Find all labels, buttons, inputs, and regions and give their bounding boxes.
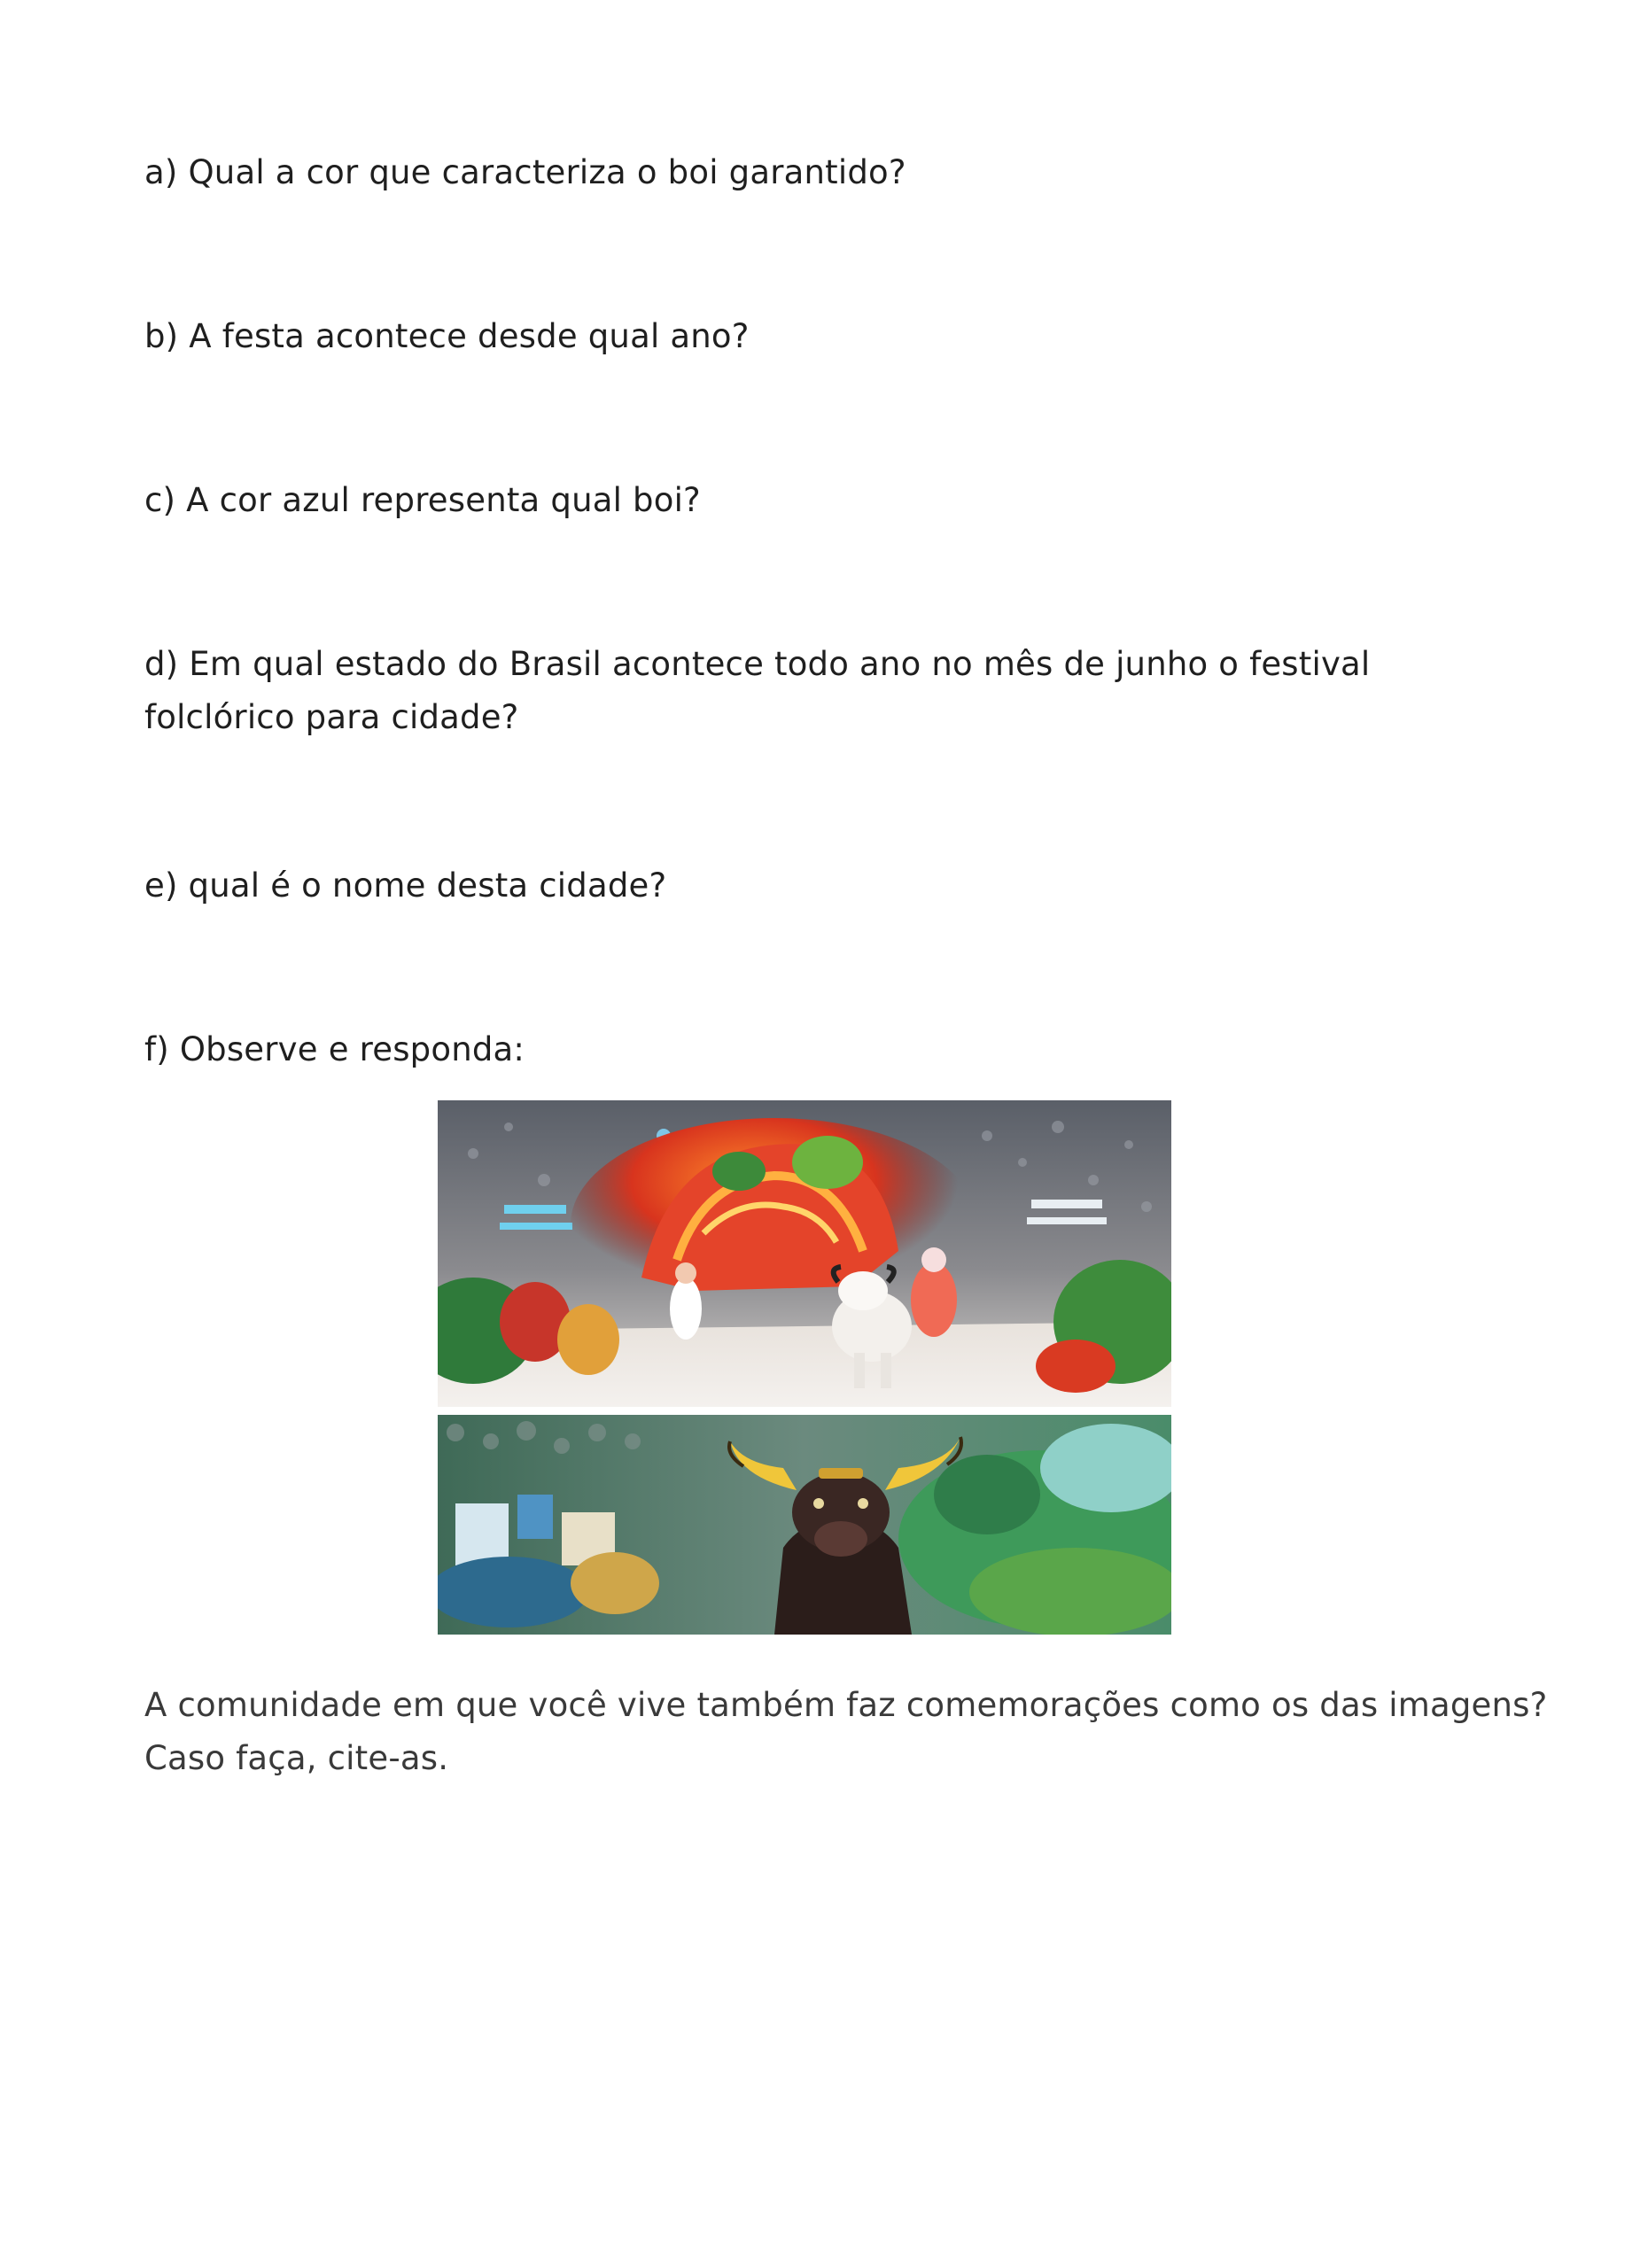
festival-stage-illustration bbox=[438, 1100, 1171, 1407]
festival-photo-bottom bbox=[438, 1415, 1171, 1635]
closing-question: A comunidade em que você vive também faz comemorações como os das imagens? Caso faça, cite-as. bbox=[144, 1686, 1548, 1777]
black-ox-illustration bbox=[438, 1415, 1171, 1635]
question-b: b) A festa acontece desde qual ano? bbox=[144, 317, 750, 355]
question-c: c) A cor azul representa qual boi? bbox=[144, 481, 701, 519]
festival-photo-top bbox=[438, 1100, 1171, 1407]
question-a: a) Qual a cor que caracteriza o boi garantido? bbox=[144, 153, 906, 191]
question-d: d) Em qual estado do Brasil acontece todo ano no mês de junho o festival folclórico para cidade? bbox=[144, 645, 1371, 736]
question-f: f) Observe e responda: bbox=[144, 1030, 525, 1068]
question-e: e) qual é o nome desta cidade? bbox=[144, 866, 667, 905]
